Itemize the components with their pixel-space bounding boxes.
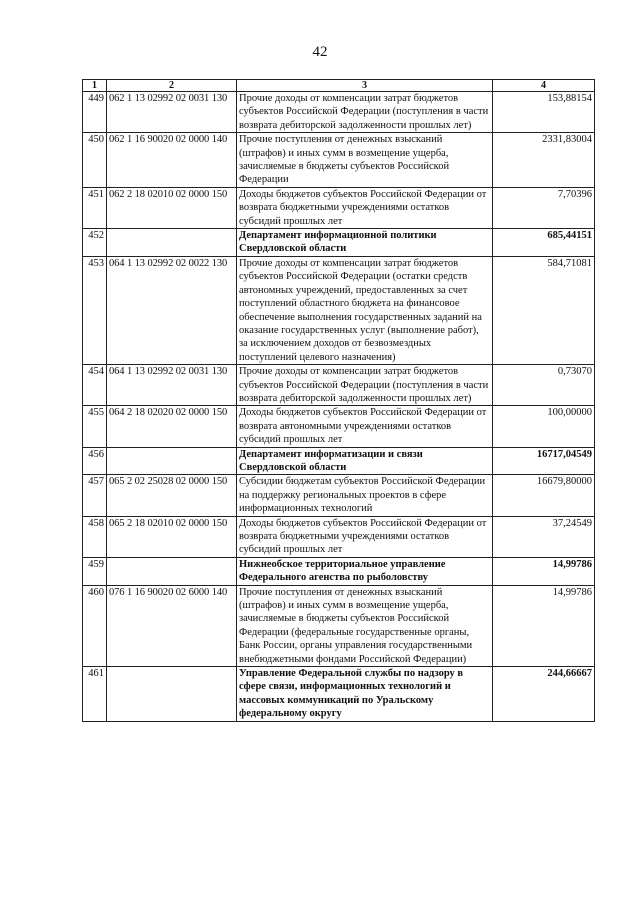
- table-body: [83, 92, 595, 722]
- table-row: [83, 92, 595, 133]
- table-header-row: [83, 80, 595, 92]
- page-number: 42: [312, 44, 328, 60]
- table-row: [83, 133, 595, 188]
- column-header-4: 4: [493, 80, 595, 92]
- revenue-description: Субсидии бюджетам субъектов Российской Федерации на поддержку региональных проектов в сфере информационных технологий: [237, 475, 493, 516]
- revenue-description: Департамент информационной политики Свердловской области: [237, 229, 493, 257]
- budget-code: [107, 667, 237, 722]
- amount-value: 244,66667: [493, 667, 595, 722]
- budget-code: 062 1 16 90020 02 0000 140: [107, 133, 237, 188]
- revenue-description: Прочие доходы от компенсации затрат бюджетов субъектов Российской Федерации (остатки средств автономных учреждений, предоставленных за счет поступлений областного бюджета на финансовое обеспечение выполнения государственных заданий на оказание государственных услуг (выполнение работ), за исключением доходов от безвозмездных поступлений целевого назначения): [237, 256, 493, 364]
- column-header-2: 2: [107, 80, 237, 92]
- revenue-description: Департамент информатизации и связи Свердловской области: [237, 447, 493, 475]
- row-number: 455: [83, 406, 107, 447]
- row-number: 450: [83, 133, 107, 188]
- row-number: 458: [83, 516, 107, 557]
- budget-code: 062 1 13 02992 02 0031 130: [107, 92, 237, 133]
- row-number: 456: [83, 447, 107, 475]
- revenue-description: Прочие поступления от денежных взысканий (штрафов) и иных сумм в возмещение ущерба, зачисляемые в бюджеты субъектов Российской Федерации: [237, 133, 493, 188]
- amount-value: 100,00000: [493, 406, 595, 447]
- amount-value: 16679,80000: [493, 475, 595, 516]
- table-row: [83, 229, 595, 257]
- revenue-description: Прочие доходы от компенсации затрат бюджетов субъектов Российской Федерации (поступления в части возврата дебиторской задолженности прошлых лет): [237, 365, 493, 406]
- revenue-table: [82, 79, 595, 722]
- budget-code: [107, 447, 237, 475]
- row-number: 461: [83, 667, 107, 722]
- revenue-description: Управление Федеральной службы по надзору в сфере связи, информационных технологий и массовых коммуникаций по Уральскому федеральному округу: [237, 667, 493, 722]
- revenue-description: Прочие поступления от денежных взысканий (штрафов) и иных сумм в возмещение ущерба, зачисляемые в бюджеты субъектов Российской Федерации (федеральные государственные органы, Банк России, органы управления государственными внебюджетными фондами Российской Федерации): [237, 585, 493, 666]
- amount-value: 685,44151: [493, 229, 595, 257]
- amount-value: 37,24549: [493, 516, 595, 557]
- table-row: [83, 187, 595, 228]
- amount-value: 14,99786: [493, 585, 595, 666]
- table-row: [83, 667, 595, 722]
- table-row: [83, 256, 595, 364]
- amount-value: 0,73070: [493, 365, 595, 406]
- column-header-1: 1: [83, 80, 107, 92]
- table-row: [83, 557, 595, 585]
- amount-value: 16717,04549: [493, 447, 595, 475]
- table-row: [83, 516, 595, 557]
- budget-code: [107, 557, 237, 585]
- revenue-description: Прочие доходы от компенсации затрат бюджетов субъектов Российской Федерации (поступления в части возврата дебиторской задолженности прошлых лет): [237, 92, 493, 133]
- revenue-description: Доходы бюджетов субъектов Российской Федерации от возврата бюджетными учреждениями остатков субсидий прошлых лет: [237, 516, 493, 557]
- row-number: 459: [83, 557, 107, 585]
- table-row: [83, 406, 595, 447]
- table-row: [83, 475, 595, 516]
- amount-value: 7,70396: [493, 187, 595, 228]
- column-header-3: 3: [237, 80, 493, 92]
- budget-code: [107, 229, 237, 257]
- row-number: 460: [83, 585, 107, 666]
- revenue-description: Доходы бюджетов субъектов Российской Федерации от возврата бюджетными учреждениями остатков субсидий прошлых лет: [237, 187, 493, 228]
- amount-value: 2331,83004: [493, 133, 595, 188]
- budget-code: 064 1 13 02992 02 0031 130: [107, 365, 237, 406]
- budget-code: 064 1 13 02992 02 0022 130: [107, 256, 237, 364]
- budget-code: 062 2 18 02010 02 0000 150: [107, 187, 237, 228]
- row-number: 452: [83, 229, 107, 257]
- amount-value: 584,71081: [493, 256, 595, 364]
- row-number: 451: [83, 187, 107, 228]
- row-number: 457: [83, 475, 107, 516]
- table-row: [83, 585, 595, 666]
- revenue-description: Нижнеобское территориальное управление Федерального агенства по рыболовству: [237, 557, 493, 585]
- row-number: 449: [83, 92, 107, 133]
- budget-code: 076 1 16 90020 02 6000 140: [107, 585, 237, 666]
- row-number: 454: [83, 365, 107, 406]
- revenue-description: Доходы бюджетов субъектов Российской Федерации от возврата автономными учреждениями остатков субсидий прошлых лет: [237, 406, 493, 447]
- amount-value: 153,88154: [493, 92, 595, 133]
- amount-value: 14,99786: [493, 557, 595, 585]
- row-number: 453: [83, 256, 107, 364]
- budget-code: 065 2 18 02010 02 0000 150: [107, 516, 237, 557]
- table-row: [83, 447, 595, 475]
- budget-code: 064 2 18 02020 02 0000 150: [107, 406, 237, 447]
- budget-code: 065 2 02 25028 02 0000 150: [107, 475, 237, 516]
- table-row: [83, 365, 595, 406]
